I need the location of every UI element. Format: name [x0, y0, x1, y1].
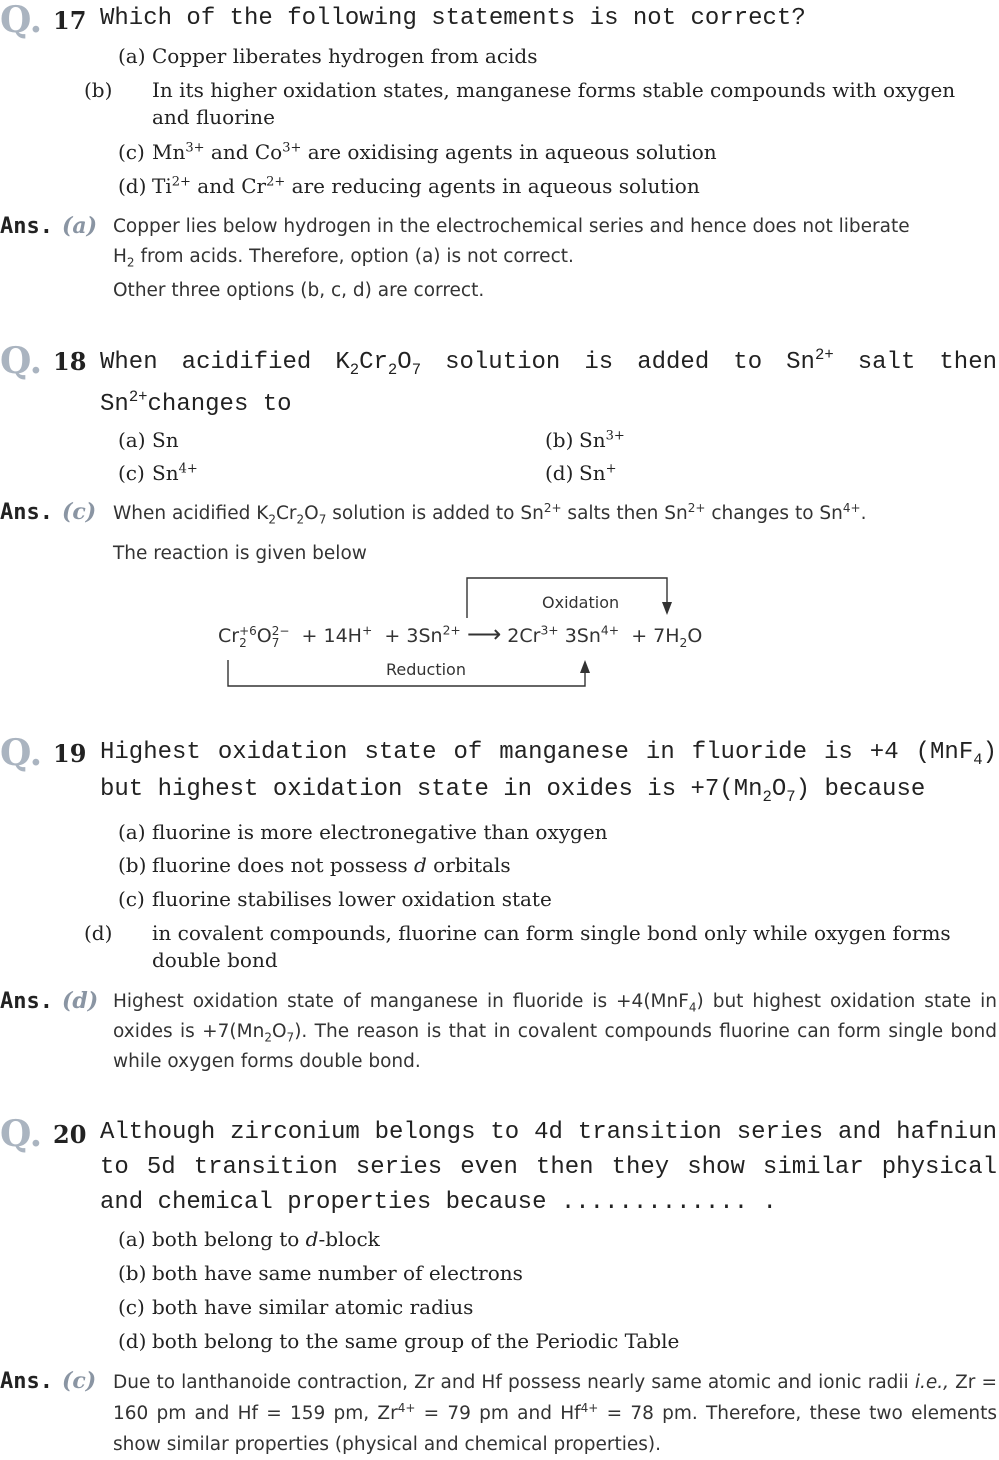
question-text: When acidified $K_2Cr_2O_7$ solution is added to $Sn^{2+}$ salt then $Sn^{2+}changes$ to	[100, 346, 998, 418]
question-number: 17	[53, 6, 87, 35]
question-number: 18	[53, 347, 87, 376]
question-text: Which of the following statements is not correct?	[100, 5, 806, 32]
option-d: (d) in covalent compounds, fluorine can form single bond only while oxygen forms double bond	[84, 921, 951, 972]
q-mark: Q.	[0, 732, 43, 774]
option-a: (a) Copper liberates hydrogen from acids	[118, 44, 538, 68]
option-b: (b) In its higher oxidation states, manganese forms stable compounds with oxygen and fluorine	[84, 78, 956, 129]
answer-label: Ans.	[0, 989, 53, 1014]
answer-text: Copper lies below hydrogen in the electrochemical series and hence does not liberate $H_2$ from acids. Therefore, option (a) is not correct. Other three options (b, c, d) are correct.	[113, 216, 910, 301]
option-c: (c) $Mn^{3+}$ and $Co^{3+}$ are oxidising agents in aqueous solution	[118, 140, 717, 164]
question-text: Although zirconium belongs to 4d transition series and hafniun to 5d transition series even then they show similar physical and chemical properties because ............. .	[100, 1119, 997, 1216]
option-d: (d) $Ti^{2+}$ and $Cr^{2+}$ are reducing agents in aqueous solution	[118, 174, 700, 198]
option-a: (a) fluorine is more electronegative than oxygen	[118, 820, 608, 844]
answer-key: (c)	[62, 499, 97, 525]
option-a: (a) Sn	[118, 428, 179, 452]
answer-label: Ans.	[0, 1369, 53, 1394]
option-b: (b) $Sn^{3+}$	[545, 428, 625, 452]
oxidation-label: Oxidation	[542, 593, 620, 612]
reduction-arrowhead	[580, 660, 590, 673]
reduction-label: Reduction	[386, 660, 466, 679]
answer-label: Ans.	[0, 500, 53, 525]
q-mark: Q.	[0, 1113, 43, 1155]
answer-key: (a)	[62, 213, 98, 239]
question-number: 20	[53, 1120, 87, 1149]
answer-text: Due to lanthanoide contraction, Zr and Hf possess nearly same atomic and ionic radii i.e., Zr = 160 pm and Hf = 159 pm, $Zr^{4+} = 79$ pm and $Hf^{4+} = 78$ pm. Therefore, these two elements show similar properties (physical and chemical properties).	[113, 1372, 997, 1455]
option-d: (d) both belong to the same group of the Periodic Table	[118, 1329, 680, 1353]
answer-label: Ans.	[0, 214, 53, 239]
option-c: (c) both have similar atomic radius	[118, 1295, 474, 1319]
option-c: (c) $Sn^{4+}$	[118, 461, 198, 485]
option-a: (a) both belong to d-block	[118, 1227, 380, 1251]
option-b: (b) fluorine does not possess d orbitals	[118, 853, 511, 877]
option-d: (d) Sn+	[545, 461, 617, 485]
reaction-equation: Cr +6 2 O 2− 7 + $14H^+ + 3Sn^{2+}$ ⟶ $2Cr^{3+}$ $3Sn^{4+} + 7H_2O$	[218, 620, 703, 650]
oxidation-arrowhead	[662, 602, 672, 615]
answer-text: When acidified $K_2Cr_2O_7$ solution is added to $Sn^{2+}$ salts then $Sn^{2+}$ changes to $Sn^{4+}$. The reaction is given below	[113, 500, 867, 564]
answer-key: (c)	[62, 1368, 97, 1394]
option-c: (c) fluorine stabilises lower oxidation state	[118, 887, 552, 911]
question-text: Highest oxidation state of manganese in fluoride is +4 (MnF$_4$) but highest oxidation state in oxides is $+7(Mn_2O_7)$ because	[100, 739, 997, 806]
q-mark: Q.	[0, 340, 43, 382]
q-mark: Q.	[0, 0, 43, 41]
answer-text: Highest oxidation state of manganese in fluoride is +4(MnF$_4$) but highest oxidation state in oxides is $+7(Mn_2O_7)$. The reason is that in covalent compounds fluorine can form single bond while oxygen forms double bond.	[113, 991, 997, 1072]
question-number: 19	[53, 739, 87, 768]
answer-key: (d)	[62, 988, 99, 1014]
option-b: (b) both have same number of electrons	[118, 1261, 523, 1285]
